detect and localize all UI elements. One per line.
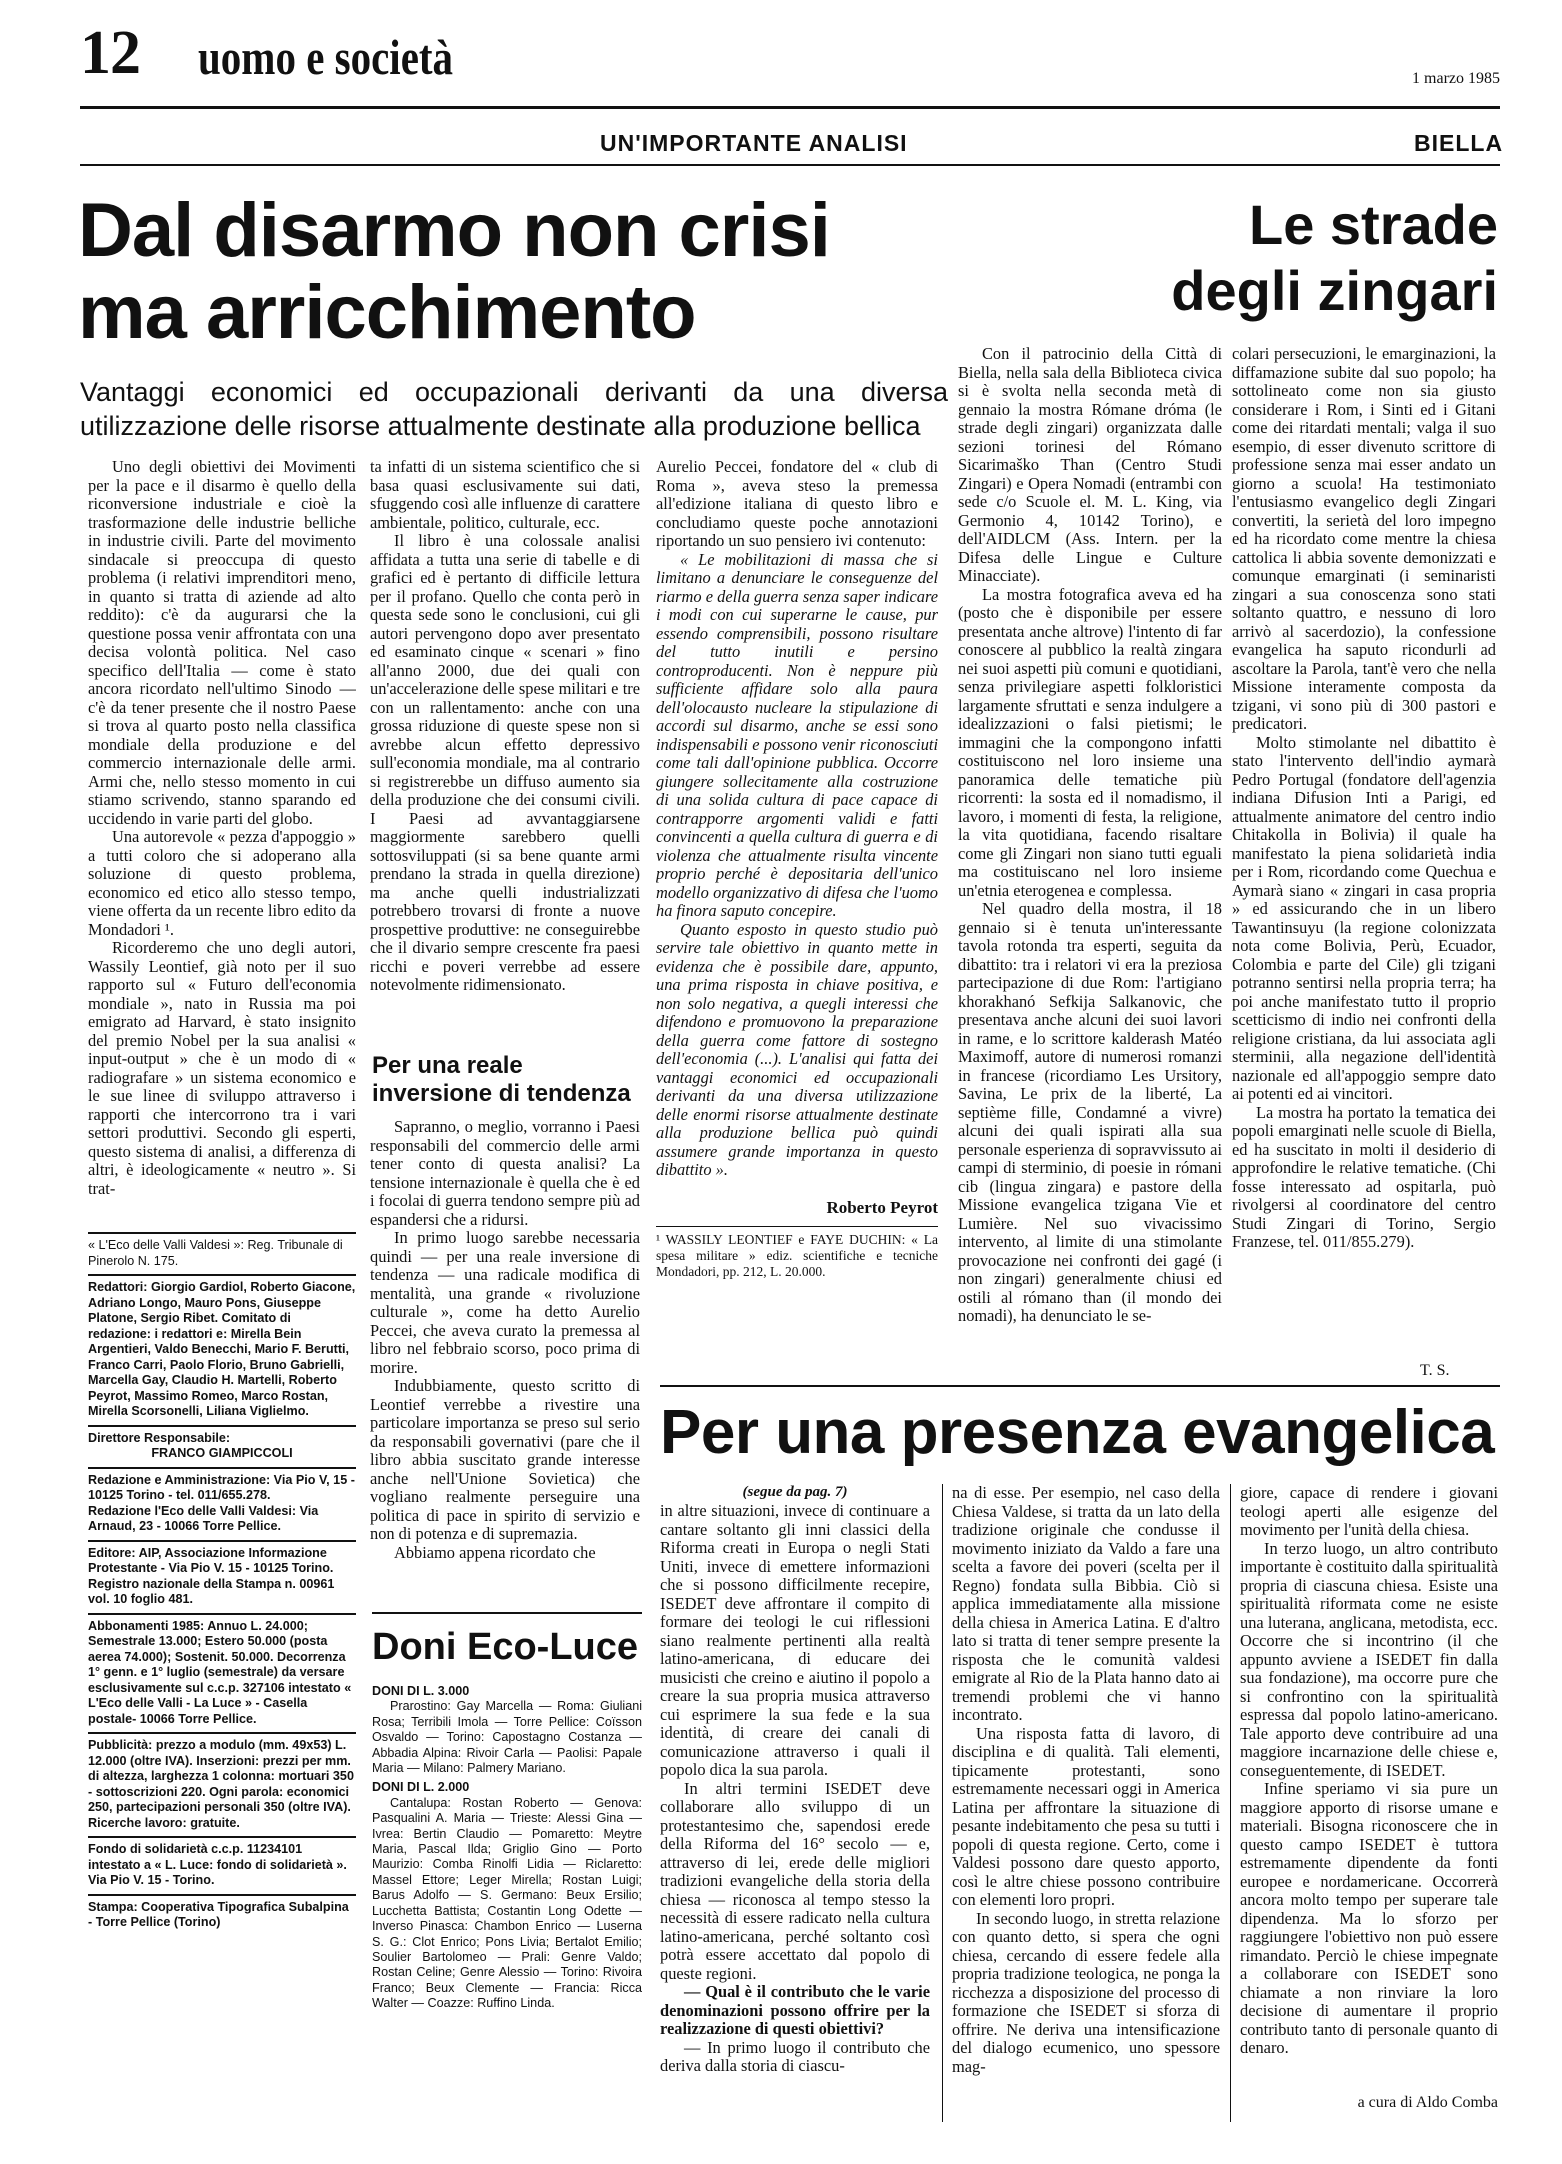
paragraph: Aurelio Peccei, fondatore del « club di Roma », aveva steso la premessa all'edizione italiana di questo libro e concludiamo queste poche annotazioni riportando un suo pensiero ivi contenuto:	[656, 458, 938, 550]
paragraph: Una risposta fatta di lavoro, di disciplina e di qualità. Tali elementi, tipicamente protestanti, sono estremamente necessari oggi in America Latina per affrontare la situazione di pesante indebitamento che pesa su tutti i popoli di questa regione. Certo, come i Valdesi possono dare questo apporto, così le altre chiese possono contribuire con elementi loro propri.	[952, 1723, 1220, 1909]
masthead-pubblicita: Pubblicità: prezzo a modulo (mm. 49x53) L. 12.000 (oltre IVA). Inserzioni: prezzi per mm. di altezza, larghezza 1 colonna: mortuari 350 - sottoscrizioni 220. Ogni parola: economici 250, partecipazioni personali 350 (oltre IVA). Ricerche lavoro: gratuite.	[88, 1732, 356, 1836]
paragraph: giore, capace di rendere i giovani teologi aperti alle esigenze del movimento per l'unità della chiesa.	[1240, 1484, 1498, 1539]
header-rule	[80, 106, 1500, 109]
article-kicker-analisi: UN'IMPORTANTE ANALISI	[600, 130, 908, 156]
article-credit: a cura di Aldo Comba	[1357, 2094, 1498, 2111]
biella-column-1	[958, 345, 1222, 1375]
column-divider	[1230, 1484, 1231, 2122]
paragraph: Uno degli obiettivi dei Movimenti per la pace e il disarmo è quello della riconversione industriale e cioè la trasformazione delle industrie belliche in industrie civili. Parte del movimento sindacale si preoccupa di questo problema (i relativi imprenditori meno, in quanto si tratta di aziende ad alto reddito): c'è da augurarsi che la questione possa venir affrontata con una decisa volontà politica. Nel caso specifico dell'Italia — come è stato ancora ricordato nell'ultimo Sinodo — c'è da tener presente che il nostro Paese si trova al quarto posto nella classifica mondiale della produzione e del commercio internazionale delle armi. Armi che, nello stesso momento in cui stiamo scrivendo, stanno sparando ed uccidendo in varie parti del globo.	[88, 458, 356, 828]
article-column-2b	[370, 1118, 640, 1698]
paragraph: Molto stimolante nel dibattito è stato l'intervento dell'indio aymarà Pedro Portugal (fondatore dell'agenzia indiana Difusion Inti a Parigi, ed attualmente animatore del centro indio Chitakolla in Bolivia) il quale ha manifestato la piena solidarietà india per i Rom, ricordando come Quechua e Aymarà siano « zingari in casa propria » ed assicurando che in un libero Tawantinsuyu (la regione colonizzata nota come Bolivia, Perù, Ecuador, Colombia e parte del Cile) gli tzigani potranno sentirsi nella propria terra; ha poi anche manifestato tutto il proprio scetticismo di indio nei confronti della religione cristiana, da lui associata agli sterminii, alla negazione dell'identità nazionale ed all'appoggio sempre dato ai potenti ed ai vincitori.	[1232, 732, 1496, 1103]
page-number: 12	[80, 19, 140, 87]
masthead-redattori: Redattori: Giorgio Gardiol, Roberto Giacone, Adriano Longo, Mauro Pons, Giuseppe Platone, Sergio Ribet. Comitato di redazione: i redattori e: Mirella Bein Argentieri, Valdo Benecchi, Mario F. Berutti, Franco Carri, Paolo Florio, Bruno Gabrielli, Marcella Gay, Claudio H. Martelli, Roberto Peyrot, Massimo Romeo, Marco Rostan, Mirella Scorsonelli, Liliana Viglielmo.	[88, 1274, 356, 1425]
presenza-column-2	[952, 1484, 1220, 2122]
paragraph: Ricorderemo che uno degli autori, Wassily Leontief, già noto per il suo rapporto sul « Futuro dell'economia mondiale », nato in Russia ma poi emigrato ad Harvard, è stato insignito del premio Nobel per la sua analisi « input-output » che è un modo di « radiografare » un sistema economico e le sue linee di sviluppo attraverso i rapporti che intercorrono tra i vari settori produttivi. Secondo gli esperti, questo sistema di analisi, a differenza di altri, è ideologicamente « neutro ». Si trat-	[88, 938, 356, 1198]
masthead-fondo: Fondo di solidarietà c.c.p. 11234101 intestato a « L. Luce: fondo di solidarietà ». Via Pio V. 15 - Torino.	[88, 1836, 356, 1894]
paragraph: Infine speriamo vi sia pure un maggiore apporto di risorse umane e materiali. Bisogna riconoscere che in questo campo ISEDET è tuttora estremamente dipendente da fonti europee e nordamericane. Occorrerà ancora molto tempo per superare tale dipendenza. Ma lo sforzo per raggiungere l'obiettivo non può essere rimandato. Perciò le chiese impegnate a collaborare con ISEDET sono chiamate a non rinviare la loro decisione di aumentare il proprio contributo tanto di personale quanto di denaro.	[1240, 1779, 1498, 2057]
article-subheading: Per una reale inversione di tendenza	[372, 1052, 631, 1107]
kicker-rule	[80, 164, 940, 166]
paragraph: Il libro è una colossale analisi affidata a tutta una serie di tabelle e di grafici ed è pertanto di difficile lettura per il profano. Quello che conta però in questa sede sono le conclusioni, cui gli autori pervengono dopo aver presentato ed esaminato cinque « scenari » fino all'anno 2000, due dei quali con un'accelerazione delle spese militari e tre con un rallentamento: anche con una grossa riduzione di queste spese non si avrebbe alcun effetto depressivo sull'economia mondiale, ma al contrario si registrerebbe un diffuso aumento sia della produzione che dei consumi civili. I Paesi ad avvantaggiarsene maggiormente sarebbero quelli sottosviluppati (si sa bene quante armi prendano la strada in quella direzione) ma anche quelli industrializzati potrebbero trovarsi di fronte a nuove prospettive produttive: ne conseguirebbe che il divario sempre crescente fra paesi ricchi e poveri verrebbe ad essere notevolmente ridimensionato.	[370, 531, 640, 994]
article-signature: Roberto Peyrot	[826, 1198, 938, 1217]
paragraph: In secondo luogo, in stretta relazione con quanto detto, si spera che ogni chiesa, cercando di essere fedele alla propria tradizione teologica, ne ponga la ricchezza a disposizione del processo di formazione che ISEDET si sforza di offrire. Ne deriva una intensificazione del dialogo ecumenico, uno spessore mag-	[952, 1908, 1220, 2076]
article-title-disarmo: Dal disarmo non crisi ma arricchimento	[78, 188, 830, 355]
masthead-stampa: Stampa: Cooperativa Tipografica Subalpina - Torre Pellice (Torino)	[88, 1894, 356, 1936]
paragraph: ta infatti di un sistema scientifico che si basa quasi esclusivamente sui dati, sfuggendo così alle influenze di carattere ambientale, politico, culturale, ecc.	[370, 458, 640, 532]
masthead-editore: Editore: AIP, Associazione Informazione Protestante - Via Pio V. 15 - 10125 Torino. Registro nazionale della Stampa n. 00961 vol. 10 foglio 481.	[88, 1540, 356, 1613]
issue-date: 1 marzo 1985	[1412, 70, 1500, 87]
article-column-1	[88, 458, 356, 1218]
paragraph: Abbiamo appena ricordato che	[394, 1542, 596, 1562]
article-column-3	[656, 458, 938, 1193]
doni-list: DONI DI L. 3.000 Prarostino: Gay Marcella — Roma: Giuliani Rosa; Terribili Imola — Torre Pellice: Coïsson Osvaldo — Torino: Capostagno Costanza — Abbadia Alpina: Rivoir Carla — Paolisi: Papale Maria — Milano: Palmery Mariano. DONI DI L. 2.000 Cantalupa: Rostan Roberto — Genova: Pasqualini A. Maria — Trieste: Alessi Gina — Ivrea: Bertin Claudio — Pomaretto: Meytre Maria, Pascal Ilda; Griglio Gino — Porto Maurizio: Comba Rinolfi Lidia — Riclaretto: Massel Ettore; Leger Mirella; Rostan Luigi; Barus Adolfo — S. Germano: Beux Ersilio; Lucchetta Battista; Costantin Long Odette — Inverso Pinasca: Chambon Enrico — Luserna S. G.: Clot Enrico; Pons Livia; Bertalot Emilio; Soulier Bartolomeo — Prali: Genre Valdo; Rostan Celine; Genre Alessio — Torino: Rivoira Franco; Beux Clemente — Francia: Ricca Walter — Coazze: Ruffino Linda.	[372, 1684, 642, 2011]
doni-title: Doni Eco-Luce	[372, 1626, 639, 1668]
kicker-rule-biella	[940, 164, 1500, 166]
footnote-rule	[656, 1226, 938, 1227]
biella-column-2	[1232, 345, 1496, 1365]
article-title-presenza: Per una presenza evangelica	[660, 1398, 1495, 1467]
paragraph: La mostra ha portato la tematica dei popoli emarginati nelle scuole di Biella, ed ha suscitato in molti il desiderio di approfondire le relative tematiche. (Chi fosse interessato ad ospitarla, può rivolgersi al coordinatore del centro Studi Zingari di Torino, Sergio Franzese, tel. 011/855.279).	[1232, 1102, 1496, 1251]
footnote: ¹ WASSILY LEONTIEF e FAYE DUCHIN: « La spesa militare » ediz. scientifiche e tecniche Mondadori, pp. 212, L. 20.000.	[656, 1232, 938, 1279]
paragraph: Con il patrocinio della Città di Biella, nella sala della Biblioteca civica si è svolta nella seconda metà di gennaio la mostra Rómane dróma (le strade degli zingari) organizzata dalle sezioni torinesi del Rómano Sicarimaško Than (Centro Studi Zingari) e Opera Nomadi (entrambi con sede c/o Scuole el. M. L. King, via Germonio 4, 10142 Torino), e dell'AIDLCM (Ass. Intern. per la Difesa delle Lingue e Culture Minacciate).	[958, 345, 1222, 585]
paragraph: Nel quadro della mostra, il 18 gennaio si è tenuta un'interessante tavola rotonda tra esperti, seguita da dibattito: tra i relatori vi era la preziosa partecipazione di due Rom: l'artigiano khorakhanó Sefkija Salkanovic, che presentava anche alcuni dei suoi lavori in rame, e lo scrittore kalderash Matéo Maximoff, autore di numerosi romanzi in francese (ricordiamo Les Ursitory, Savina, Le prix de la liberté, La septième fille, Condamné a vivre) alcuni dei quali ispirati alla sua personale esperienza di sopravvissuto ai campi di sterminio, di poesie in rómani cib (lingua zingara) e pastore della Missione evangelica tzigana Vie et Lumière. Nel suo vivacissimo intervento, al limite di una stimolante provocazione nei confronti dei gagé (i non zingari) generalmente chiusi ed ostili al rómano than (il mondo dei nomadi), ha denunciato le se-	[958, 899, 1222, 1325]
biella-signature: T. S.	[1420, 1362, 1450, 1379]
presenza-top-rule	[660, 1385, 1500, 1387]
paragraph: — In primo luogo il contributo che deriva dalla storia di ciascu-	[660, 2037, 930, 2075]
paragraph: La mostra fotografica aveva ed ha (posto che è disponibile per essere presentata anche altrove) l'intento di far conoscere al pubblico la realtà zingara nei suoi aspetti più comuni e quotidiani, senza privilegiare aspetti folkloristici largamente sfruttati e senza indulgere a idealizzazioni o falsi pietismi; le immagini che la compongono infatti costituiscono nel loro insieme una panoramica delle tematiche più ricorrenti: la sosta ed il nomadismo, il lavoro, i momenti di festa, la religione, la vita quotidiana, facendo risaltare come gli Zingari non siano tutti eguali ma costituiscano nel loro insieme un'etnia eterogenea e complessa.	[958, 584, 1222, 900]
masthead	[88, 1232, 356, 1936]
masthead-registration: « L'Eco delle Valli Valdesi »: Reg. Tribunale di Pinerolo N. 175.	[88, 1232, 356, 1274]
doni-rule	[372, 1612, 642, 1614]
column-divider	[942, 1484, 943, 2122]
paragraph: Indubbiamente, questo scritto di Leontief verrebbe a rivestire una particolare importanza se preso sul serio da responsabili governativi (pare che il libro abbia suscitato grande interesse anche nell'Unione Sovietica) che vogliano realmente perseguire una politica di pace in spirito di servizio e non di potenza e di supremazia.	[370, 1376, 640, 1543]
masthead-abbonamenti: Abbonamenti 1985: Annuo L. 24.000; Semestrale 13.000; Estero 50.000 (posta aerea 74.000); Sostenit. 50.000. Decorrenza 1° genn. e 1° luglio (semestrale) da versare esclusivamente sul c.c.p. 327106 intestato « L'Eco delle Valli - La Luce » - Casella postale- 10066 Torre Pellice.	[88, 1613, 356, 1733]
paragraph: In altri termini ISEDET deve collaborare allo sviluppo di un protestantesimo che, sapendosi erede della Riforma del 16° secolo — e, attraverso di lei, erede delle migliori tradizioni evangeliche della storia della chiesa — riconosca al tempo stesso la necessità di essere radicato nella cultura latino-americana, perché soltanto così potrà essere accettato dal popolo di queste regioni.	[660, 1778, 930, 1983]
paragraph: In terzo luogo, un altro contributo importante è costituito dalla spiritualità propria di ciascuna chiesa. Esiste una spiritualità riformata come ne esiste una luterana, anglicana, metodista, ecc. Occorre che si incontrino (il che appunto avviene a ISEDET fin dalla sua fondazione), ma occorre pure che si confrontino con la spiritualità espressa dal popolo latino-americano. Tale apporto deve contribuire ad una maggiore incarnazione delle chiese e, conseguentemente, di ISEDET.	[1240, 1538, 1498, 1780]
continued-from: (segue da pag. 7)	[742, 1484, 848, 1500]
section-title: uomo e società	[198, 29, 454, 85]
article-subtitle-disarmo: Vantaggi economici ed occupazionali derivanti da una diversa utilizzazione delle risorse attualmente destinate alla produzione bellica	[80, 377, 948, 441]
presenza-column-1	[660, 1502, 930, 2122]
interview-question: — Qual è il contributo che le varie denominazioni possono offrire per la realizzazione di questi obiettivi?	[660, 1982, 930, 2038]
paragraph: Una autorevole « pezza d'appoggio » a tutti coloro che si adoperano alla soluzione di questo problema, economico ed etico allo stesso tempo, viene offerta da un recente libro edito da Mondadori ¹.	[88, 827, 356, 939]
article-column-2	[370, 458, 640, 1043]
article-kicker-biella: BIELLA	[1414, 130, 1504, 156]
quote: Quanto esposto in questo studio può servire tale obiettivo in quanto mette in evidenza che è possibile dare, appunto, una prima risposta in chiave positiva, e non solo negativa, a quegli interessi che difendono e promuovono la preparazione della guerra come fattore di sostegno dell'economia (...). L'analisi qui fatta dei vantaggi economici ed occupazionali derivanti da una diversa utilizzazione delle enormi risorse attualmente destinate alla produzione bellica può quindi assumere grande importanza in questo dibattito ».	[656, 919, 938, 1179]
paragraph: colari persecuzioni, le emarginazioni, la diffamazione subite dal suo popolo; ha sottolineato come non sia giusto considerare i Rom, i Sinti ed i Gitani come dei ritardati mentali; valga il suo esempio, di esser divenuto scrittore di professione senza mai esser andato un giorno a scuola! Ha testimoniato l'entusiasmo evangelico degli Zingari convertiti, la serietà del loro impegno ed ha ricordato come mentre la chiesa cattolica li abbia sovente demonizzati e comunque emarginati (i seminaristi zingari a sua conoscenza sono stati soltanto quattro, e nessuno di loro arrivò al sacerdozio), la confessione evangelica ha saputo ricondurli ad ascoltare la Parola, tant'è vero che nella Missione interamente composta da tzigani, vi sono più di 300 pastori e predicatori.	[1232, 345, 1496, 733]
masthead-redazione: Redazione e Amministrazione: Via Pio V, 15 - 10125 Torino - tel. 011/655.278. Redazione l'Eco delle Valli Valdesi: Via Arnaud, 23 - 10066 Torre Pellice.	[88, 1467, 356, 1540]
quote: « Le mobilitazioni di massa che si limitano a denunciare le conseguenze del riarmo e della guerra senza saper indicare i modi con cui superarne le cause, pur essendo comprensibili, possono risultare del tutto inutili e persino controproducenti. Non è neppure più sufficiente affidare solo alla paura dell'olocausto nucleare la stipulazione di accordi sul disarmo, anche se essi sono indispensabili e possono venir riconosciuti come tali dall'opinione pubblica. Occorre giungere sollecitamente alla costruzione di una solida cultura di pace capace di contrapporre argomenti validi e fatti convincenti a quella cultura di guerra e di violenza che attualmente risulta vincente proprio perché è depositaria dell'unico modello organizzativo di difesa che l'uomo ha finora saputo concepire.	[656, 549, 938, 920]
paragraph: na di esse. Per esempio, nel caso della Chiesa Valdese, si tratta da un lato della tradizione originale che condusse il movimento iniziato da Valdo a fare una scelta a favore dei poveri (scelta per il Regno) fondata sulla Bibbia. Ciò si applica immediatamente alla missione della chiesa in America Latina. E d'altro lato si tratta di tener sempre presente la risposta che le comunità valdesi emigrate al Rio de la Plata hanno dato ai tremendi problemi che vi hanno incontrato.	[952, 1484, 1220, 1724]
paragraph: In primo luogo sarebbe necessaria quindi — per una reale inversione di tendenza — una radicale modifica di mentalità, una grande « rivoluzione culturale », come ha detto Aurelio Peccei, che aveva curato la premessa al libro nel febbraio scorso, poco prima di morire.	[370, 1228, 640, 1377]
presenza-column-3	[1240, 1484, 1498, 2084]
paragraph: Sapranno, o meglio, vorranno i Paesi responsabili del commercio delle armi tener conto di questa analisi? La tensione internazionale è quella che è ed i focolai di guerra tendono sempre più ad espandersi che a ridursi.	[370, 1118, 640, 1229]
paragraph: in altre situazioni, invece di continuare a cantare soltanto gli inni classici della Riforma creati in Europa o negli Stati Uniti, invece di emettere informazioni che si possono difficilmente recepire, ISEDET deve affrontare il compito di formare dei teologi le cui riflessioni siano realmente pertinenti alla realtà latino-americana, di educare dei musicisti che creino e aiutino il popolo a creare la sua propria musica attraverso cui esprimere la sua fede e la sua identità, di creare dei canali di comunicazione attraverso i quali il popolo dica la sua parola.	[660, 1502, 930, 1779]
article-title-strade: Le strade degli zingari	[1171, 193, 1498, 322]
masthead-direttore: Direttore Responsabile: FRANCO GIAMPICCOLI	[88, 1425, 356, 1467]
